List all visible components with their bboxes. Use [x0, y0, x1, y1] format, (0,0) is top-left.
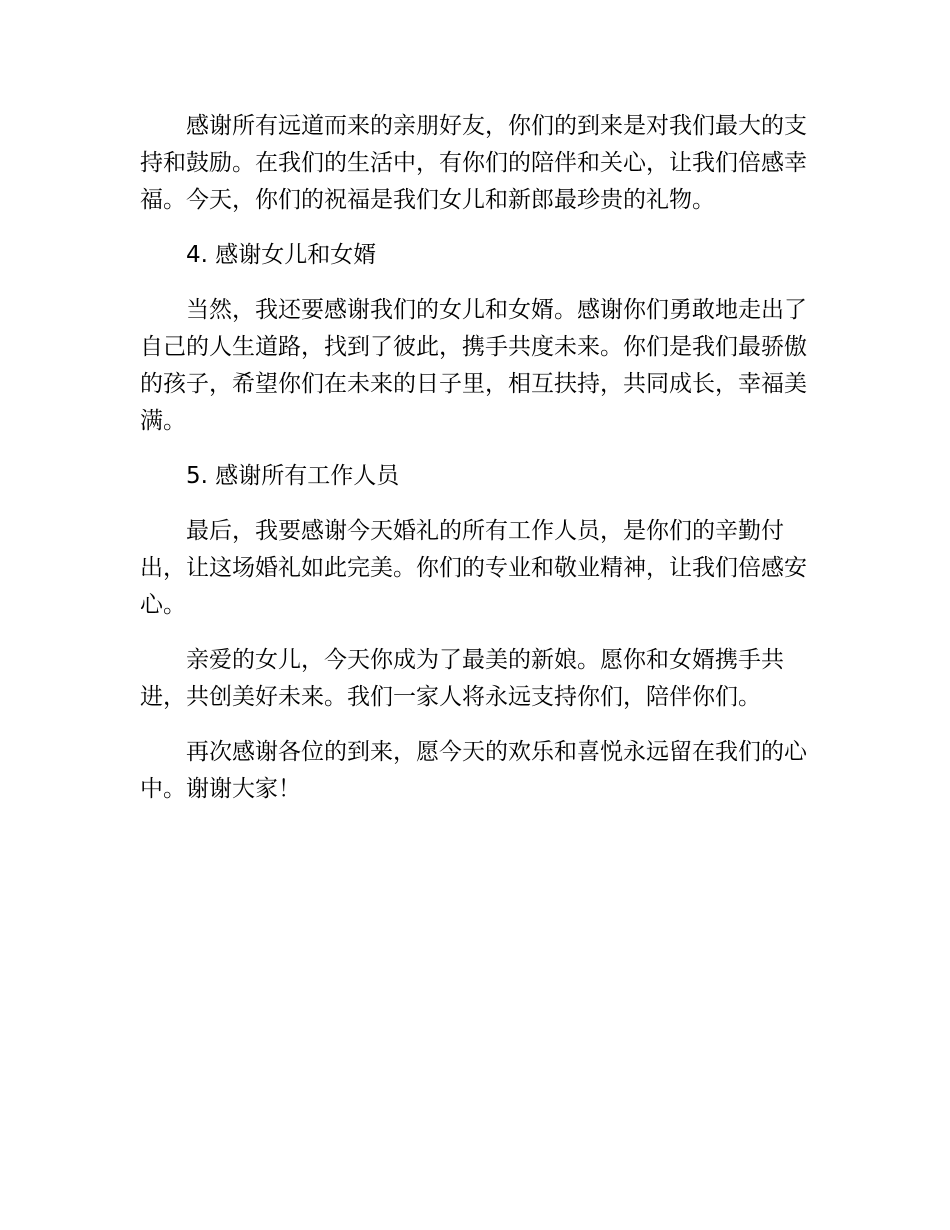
heading-thanks-couple: 4. 感谢女儿和女婿 — [186, 242, 377, 268]
paragraph-to-daughter: 亲爱的女儿，今天你成为了最美的新娘。愿你和女婿携手共进，共创美好未来。我们一家人将永远支持你们，陪伴你们。 — [140, 647, 784, 710]
paragraph-thanks-couple: 当然，我还要感谢我们的女儿和女婿。感谢你们勇敢地走出了自己的人生道路，找到了彼此，携手共度未来。你们是我们最骄傲的孩子，希望你们在未来的日子里，相互扶持，共同成长，幸福美满。 — [140, 297, 807, 434]
document-page — [140, 108, 815, 808]
paragraph-thanks-staff: 最后，我要感谢今天婚礼的所有工作人员，是你们的辛勤付出，让这场婚礼如此完美。你们的专业和敬业精神，让我们倍感安心。 — [140, 518, 807, 618]
paragraph-closing: 再次感谢各位的到来，愿今天的欢乐和喜悦永远留在我们的心中。谢谢大家！ — [140, 739, 807, 802]
paragraph-thanks-guests: 感谢所有远道而来的亲朋好友，你们的到来是对我们最大的支持和鼓励。在我们的生活中，有你们的陪伴和关心，让我们倍感幸福。今天，你们的祝福是我们女儿和新郎最珍贵的礼物。 — [140, 113, 807, 213]
heading-thanks-staff: 5. 感谢所有工作人员 — [186, 463, 400, 489]
